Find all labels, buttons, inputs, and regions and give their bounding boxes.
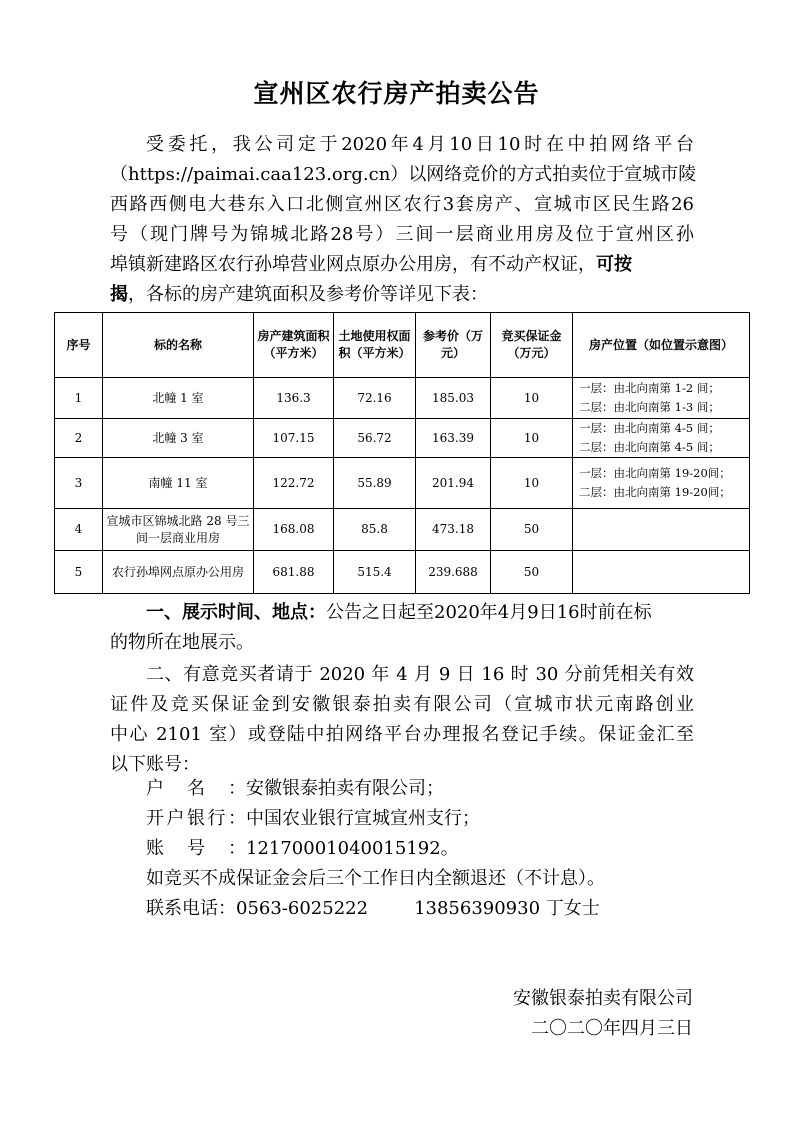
contact-phone-1: 0563-6025222 — [236, 898, 369, 919]
cell-deposit: 50 — [491, 551, 573, 594]
header-price: 参考价（万元） — [416, 313, 491, 378]
table-row — [55, 458, 750, 509]
section-registration-line-2: 证件及竞买保证金到安徽银泰拍卖有限公司（宣城市状元南路创业 — [110, 694, 694, 715]
cell-no: 4 — [55, 509, 103, 551]
cell-no: 3 — [55, 458, 103, 509]
cell-price: 163.39 — [416, 419, 491, 458]
intro-paragraph — [110, 130, 697, 310]
cell-no: 1 — [55, 378, 103, 419]
property-table — [54, 312, 750, 594]
cell-price: 185.03 — [416, 378, 491, 419]
table-row — [55, 378, 750, 419]
cell-land: 56.72 — [334, 419, 416, 458]
cell-location — [573, 509, 750, 551]
intro-line-4: 号（现门牌号为锦城北路28号）三间一层商业用房及位于宣州区孙 — [110, 224, 694, 245]
location-floor-1: 一层：由北向南第 19-20间； — [579, 466, 731, 480]
signature-date: 二〇二〇年四月三日 — [531, 1018, 693, 1039]
header-deposit: 竞买保证金（万元） — [491, 313, 573, 378]
account-name-value: 安徽银泰拍卖有限公司； — [246, 778, 444, 799]
contact-line — [146, 894, 600, 924]
intro-bold-mortgage-2: 揭 — [110, 284, 128, 305]
cell-price: 239.688 — [416, 551, 491, 594]
account-number-line — [146, 834, 459, 864]
header-no: 序号 — [55, 313, 103, 378]
header-area: 房产建筑面积（平方米） — [254, 313, 334, 378]
table-row — [55, 419, 750, 458]
intro-line-5 — [110, 250, 694, 280]
header-name: 标的名称 — [103, 313, 254, 378]
intro-line-5-text: 埠镇新建路区农行孙埠营业网点原办公用房，有不动产权证， — [110, 254, 596, 275]
location-floor-2: 二层：由北向南第 4-5 间； — [579, 440, 720, 454]
cell-name: 农行孙埠网点原办公用房 — [103, 551, 254, 594]
intro-line-6 — [110, 280, 694, 310]
cell-no: 2 — [55, 419, 103, 458]
contact-label: 联系电话： — [146, 898, 236, 919]
cell-area: 681.88 — [254, 551, 334, 594]
cell-price: 201.94 — [416, 458, 491, 509]
account-bank-value: 中国农业银行宣城宣州支行； — [246, 808, 480, 829]
page-title: 宣州区农行房产拍卖公告 — [253, 79, 540, 108]
refund-note: 如竞买不成保证金会后三个工作日内全额退还（不计息）。 — [146, 868, 605, 889]
cell-deposit: 10 — [491, 419, 573, 458]
account-name-label: 户名： — [146, 778, 246, 799]
cell-deposit: 10 — [491, 458, 573, 509]
intro-line-6-text: ，各标的房产建筑面积及参考价等详见下表： — [128, 284, 488, 305]
cell-location — [573, 378, 750, 419]
location-floor-1: 一层：由北向南第 1-2 间； — [579, 381, 720, 395]
cell-area: 136.3 — [254, 378, 334, 419]
contact-phone-2: 13856390930 丁女士 — [414, 898, 600, 919]
cell-deposit: 10 — [491, 378, 573, 419]
cell-name: 北幢 3 室 — [103, 419, 254, 458]
section-display-line-1 — [110, 598, 694, 628]
intro-bold-mortgage-1: 可按 — [596, 254, 632, 275]
cell-name: 北幢 1 室 — [103, 378, 254, 419]
section-display-heading: 一、展示时间、地点： — [146, 602, 326, 623]
table-row — [55, 551, 750, 594]
cell-land: 515.4 — [334, 551, 416, 594]
section-registration-line-1: 二、有意竞买者请于 2020 年 4 月 9 日 16 时 30 分前凭相关有效 — [146, 664, 694, 685]
account-bank-label: 开户银行： — [146, 808, 246, 829]
cell-name: 南幢 11 室 — [103, 458, 254, 509]
section-display-text: 公告之日起至2020年4月9日16时前在标 — [326, 602, 652, 623]
location-floor-2: 二层：由北向南第 1-3 间； — [579, 400, 720, 414]
cell-deposit: 50 — [491, 509, 573, 551]
account-bank-line — [146, 804, 480, 834]
cell-area: 107.15 — [254, 419, 334, 458]
intro-line-1: 受委托，我公司定于2020年4月10日10时在中拍网络平台 — [146, 134, 694, 155]
cell-area: 168.08 — [254, 509, 334, 551]
cell-price: 473.18 — [416, 509, 491, 551]
section-registration-line-4: 以下账号： — [110, 754, 200, 775]
header-location: 房产位置（如位置示意图） — [573, 313, 750, 378]
cell-land: 55.89 — [334, 458, 416, 509]
intro-line-2: （https://paimai.caa123.org.cn）以网络竞价的方式拍卖位于宣城市陵 — [110, 164, 697, 185]
cell-no: 5 — [55, 551, 103, 594]
section-display-line-2: 的物所在地展示。 — [110, 632, 254, 653]
section-registration-line-3: 中心 2101 室）或登陆中拍网络平台办理报名登记手续。保证金汇至 — [110, 724, 694, 745]
cell-land: 72.16 — [334, 378, 416, 419]
location-floor-2: 二层：由北向南第 19-20间； — [579, 485, 731, 499]
account-number-value: 12170001040015192。 — [246, 838, 459, 859]
cell-location — [573, 458, 750, 509]
section-display — [110, 598, 694, 658]
header-land: 土地使用权面积（平方米） — [334, 313, 416, 378]
signature-company: 安徽银泰拍卖有限公司 — [513, 988, 693, 1009]
table-header-row — [55, 313, 750, 378]
table-row — [55, 509, 750, 551]
cell-location — [573, 551, 750, 594]
section-registration — [110, 660, 694, 780]
location-floor-1: 一层：由北向南第 4-5 间； — [579, 421, 720, 435]
cell-location — [573, 419, 750, 458]
account-name-line — [146, 774, 444, 804]
intro-line-3: 西路西侧电大巷东入口北侧宣州区农行3套房产、宣城市区民生路26 — [110, 194, 694, 215]
cell-land: 85.8 — [334, 509, 416, 551]
account-number-label: 账号： — [146, 838, 246, 859]
cell-area: 122.72 — [254, 458, 334, 509]
cell-name: 宣城市区锦城北路 28 号三间一层商业用房 — [103, 509, 254, 551]
